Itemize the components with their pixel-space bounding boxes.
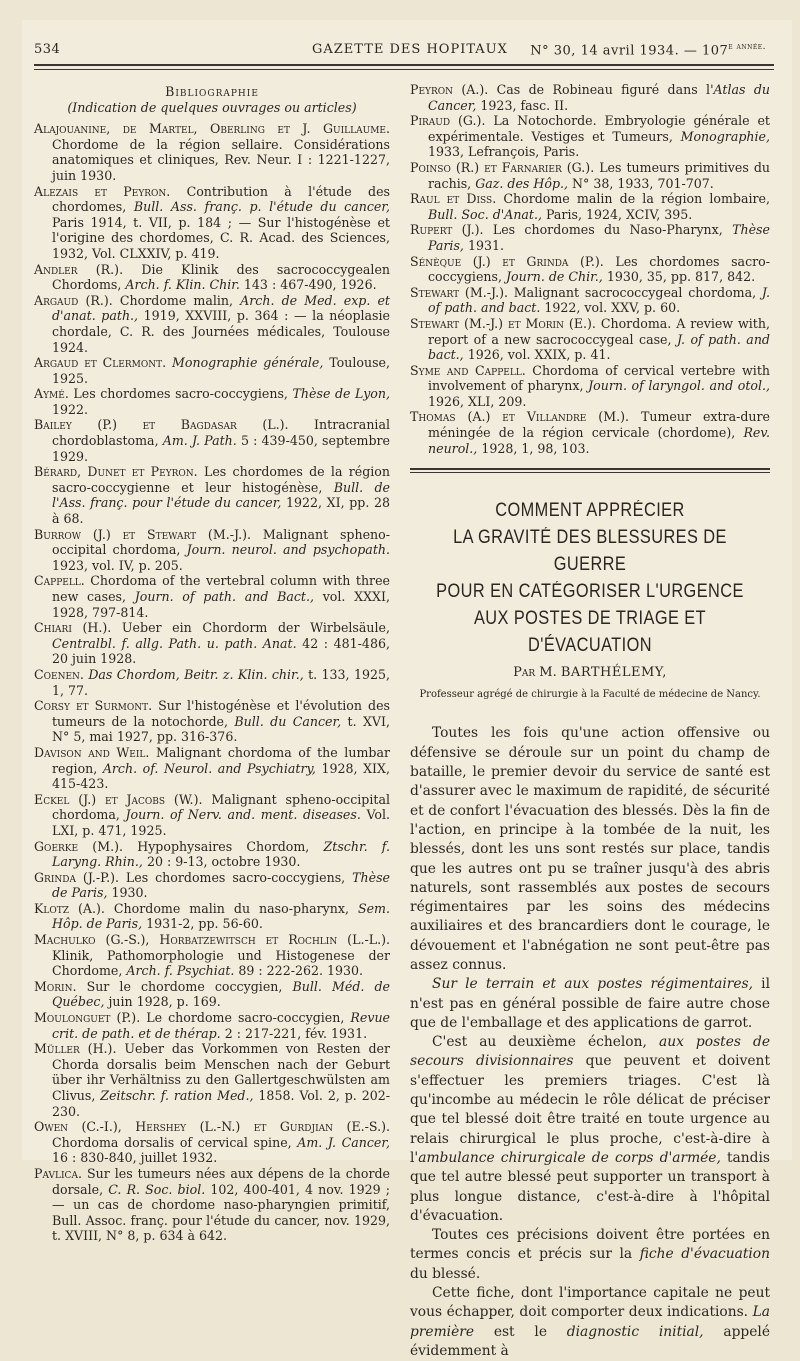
bibliography-entry: Bailey (P.) et Bagdasar (L.). Intracranial chordoblastoma, Am. J. Path. 5 : 439-450, septembre 1929. [34,417,390,464]
author-affiliation: Professeur agrégé de chirurgie à la Faculté de médecine de Nancy. [419,688,761,700]
bibliography-list-right [410,82,770,456]
article-paragraph: Sur le terrain et aux postes régimentaires, il n'est pas en général possible de faire autre chose que de l'emballage et des applications de garrot. [410,976,770,1031]
article-title-line: POUR EN CATÉGORISER L'URGENCE [436,581,744,603]
bibliography-entry: Peyron (A.). Cas de Robineau figuré dans l'Atlas du Cancer, 1923, fasc. II. [410,82,770,113]
bibliography-entry: Cappell. Chordoma of the vertebral column with three new cases, Journ. of path. and Bact., vol. XXXI, 1928, 797-814. [34,573,391,620]
bibliography-entry: Moulonguet (P.). Le chordome sacro-coccygien, Revue crit. de path. et de thérap. 2 : 217-221, fév. 1931. [34,1010,391,1041]
article-body [410,724,770,1361]
page-sheet [22,20,792,1359]
bibliography-entry: Alezais et Peyron. Contribution à l'étude des chordomes, Bull. Ass. franç. p. l'étude du cancer, Paris 1914, t. VII, p. 184 ; — Sur l'histogénèse et l'origine des chordomes, C. R. Acad. des Sciences, 1932, Vol. CLXXIV, p. 419. [34,183,390,261]
bibliography-entry: Morin. Sur le chordome coccygien, Bull. Méd. de Québec, juin 1928, p. 169. [34,978,391,1010]
bibliography-entry: Rupert (J.). Les chordomes du Naso-Pharynx, Thèse Paris, 1931. [410,222,770,253]
right-column [410,82,770,1361]
bibliography-entry: Eckel (J.) et Jacobs (W.). Malignant spheno-occipital chordoma, Journ. of Nerv. and. ment. diseases. Vol. LXI, p. 471, 1925. [34,791,390,838]
bibliography-entry: Pavlica. Sur les tumeurs nées aux dépens de la chorde dorsale, C. R. Soc. biol. 102, 400-401, 4 nov. 1929 ; — un cas de chordome naso-pharyngien primitif, Bull. Assoc. franç. pour l'étude du cancer, nov. 1929, t. XVIII, N° 8, p. 634 à 642. [34,1165,391,1244]
article-paragraph: Toutes ces précisions doivent être portées en termes concis et précis sur la fiche d'évacuation du blessé. [410,1227,770,1282]
bibliography-entry: Davison and Weil. Malignant chordoma of the lumbar region, Arch. of. Neurol. and Psychiatry, 1928, XIX, 415-423. [34,744,390,792]
author-name: BARTHÉLEMY, [560,665,667,681]
bibliography-entry: Stewart (M.-J.) et Morin (E.). Chordoma. A review with, report of a new sacrococcygeal case, J. of path. and bact., 1926, vol. XXIX, p. 41. [410,315,770,363]
running-header [34,42,766,62]
bibliography-list-left [34,121,390,1244]
bibliography-entry: Aymé. Les chordomes sacro-coccygiens, Thèse de Lyon, 1922. [34,386,390,417]
article-paragraph: Toutes les fois qu'une action offensive ou défensive se déroule sur un point du champ de bataille, le premier devoir du service de santé est d'assurer avec le maximum de rapidité, de sécurité et de confort l'évacuation des blessés. Dès la fin de l'action, en principe à la tombée de la nuit, les blessés, dont les uns sont restés sur place, tandis que les autres ont pu se traîner jusqu'à des abris naturels, sont rassemblés aux postes de secours régimentaires par les soins des médecins auxiliaires et des brancardiers dont le courage, le dévouement et l'abnégation ne sont peut-être pas assez connus. [410,725,770,973]
header-rule-thin [34,69,774,70]
article-title-line: AUX POSTES DE TRIAGE ET D'ÉVACUATION [473,608,707,657]
bibliography-entry: Thomas (A.) et Villandre (M.). Tumeur extra-dure méningée de la région cervicale (chordome), Rev. neurol., 1928, 1, 98, 103. [410,409,770,456]
bibliography-entry: Grinda (J.-P.). Les chordomes sacro-coccygiens, Thèse de Paris, 1930. [34,869,390,901]
article-paragraph: Cette fiche, dont l'importance capitale ne peut vous échapper, doit comporter deux indications. La première est le diagnostic initial, appelé évidemment à [410,1285,770,1359]
article-title [410,497,770,659]
bibliography-entry: Burrow (J.) et Stewart (M.-J.). Malignant spheno-occipital chordoma, Journ. neurol. and psychopath. 1923, vol. IV, p. 205. [34,526,391,573]
article-title-line: COMMENT APPRÉCIER [495,500,685,522]
bibliography-entry: Sénèque (J.) et Grinda (P.). Les chordomes sacro-coccygiens, Journ. de Chir., 1930, 35, pp. 817, 842. [410,253,770,285]
bibliography-entry: Corsy et Surmont. Sur l'histogénèse et l'évolution des tumeurs de la notochorde, Bull. du Cancer, t. XVI, N° 5, mai 1927, pp. 316-376. [34,698,390,745]
section-rule-thin [410,472,770,473]
bibliography-subtitle: (Indication de quelques ouvrages ou articles) [67,99,357,115]
bibliography-entry: Coenen. Das Chordom, Beitr. z. Klin. chir., t. 133, 1925, 1, 77. [34,666,390,698]
byline: Par M. BARTHÉLEMY, [513,665,667,681]
header-rule-thick [34,64,774,66]
bibliography-entry: Chiari (H.). Ueber ein Chordorm der Wirbelsäule, Centralbl. f. allg. Path. u. path. Anat. 42 : 481-486, 20 juin 1928. [34,620,390,667]
issue-date: N° 30, 14 avril 1934. — $107^{e année.}$ [530,42,766,59]
bibliography-entry: Syme and Cappell. Chordoma of cervical vertebre with involvement of pharynx, Journ. of laryngol. and otol., 1926, XLI, 209. [410,362,770,409]
bibliography-entry: Piraud (G.). La Notochorde. Embryologie générale et expérimentale. Vestiges et Tumeurs, Monographie, 1933, Lefrançois, Paris. [410,113,770,160]
article-title-line: LA GRAVITÉ DES BLESSURES DE GUERRE [453,527,727,576]
bibliography-entry: Goerke (M.). Hypophysaires Chordom, Ztschr. f. Laryng. Rhin., 20 : 9-13, octobre 1930. [34,838,391,870]
page-number: 534 [34,42,61,57]
left-column [34,82,390,1244]
bibliography-entry: Raul et Diss. Chordome malin de la région lombaire, Bull. Soc. d'Anat., Paris, 1924, XCIV, 395. [410,191,770,222]
bibliography-entry: Argaud et Clermont. Monographie générale, Toulouse, 1925. [34,355,390,386]
bibliography-entry: Alajouanine, de Martel, Oberling et J. Guillaume. Chordome de la région sellaire. Considérations anatomiques et cliniques, Rev. Neur. I : 1221-1227, juin 1930. [34,121,390,183]
bibliography-entry: Müller (H.). Ueber das Vorkommen von Resten der Chorda dorsalis beim Menschen nach der Geburt über ihr Verhältniss zu den Gallertgeschwülsten am Clivus, Zeitschr. f. ration Med., 1858. Vol. 2, p. 202-230. [34,1041,391,1119]
bibliography-title: Bibliographie [165,84,259,99]
bibliography-entry: Argaud (R.). Chordome malin, Arch. de Med. exp. et d'anat. path., 1919, XXVIII, p. 364 : — la néoplasie chordale, C. R. des Journées médicales, Toulouse 1924. [34,292,390,355]
bibliography-entry: Bérard, Dunet et Peyron. Les chordomes de la région sacro-coccygienne et leur histogénèse, Bull. de l'Ass. franç. pour l'étude du cancer, 1922, XI, pp. 28 à 68. [34,464,391,527]
bibliography-entry: Andler (R.). Die Klinik des sacrococcygealen Chordoms, Arch. f. Klin. Chir. 143 : 467-490, 1926. [34,261,391,293]
bibliography-entry: Klotz (A.). Chordome malin du naso-pharynx, Sem. Hôp. de Paris, 1931-2, pp. 56-60. [34,900,390,932]
bibliography-entry: Machulko (G.-S.), Horbatzewitsch et Rochlin (L.-L.). Klinik, Pathomorphologie und Histogenese der Chordome, Arch. f. Psychiat. 89 : 222-262. 1930. [34,932,390,979]
bibliography-entry: Poinso (R.) et Farnarier (G.). Les tumeurs primitives du rachis, Gaz. des Hôp., N° 38, 1933, 701-707. [410,159,770,191]
bibliography-entry: Owen (C.-I.), Hershey (L.-N.) et Gurdjian (E.-S.). Chordoma dorsalis of cervical spine, Am. J. Cancer, 16 : 830-840, juillet 1932. [34,1119,390,1166]
journal-title: GAZETTE DES HOPITAUX [312,42,508,57]
section-rule-thick [410,468,770,470]
bibliography-entry: Stewart (M.-J.). Malignant sacrococcygeal chordoma, J. of path. and bact. 1922, vol. XXV, p. 60. [410,284,770,316]
article-paragraph: C'est au deuxième échelon, aux postes de secours divisionnaires que peuvent et doivent s'effectuer les premiers triages. C'est là qu'incombe au médecin le rôle délicat de préciser que tel blessé doit être traité en toute urgence au relais chirurgical le plus proche, c'est-à-dire à l'ambulance chirurgicale de corps d'armée, tandis que tel autre blessé peut supporter un transport à plus longue distance, c'est-à-dire à l'hôpital d'évacuation. [410,1034,771,1224]
